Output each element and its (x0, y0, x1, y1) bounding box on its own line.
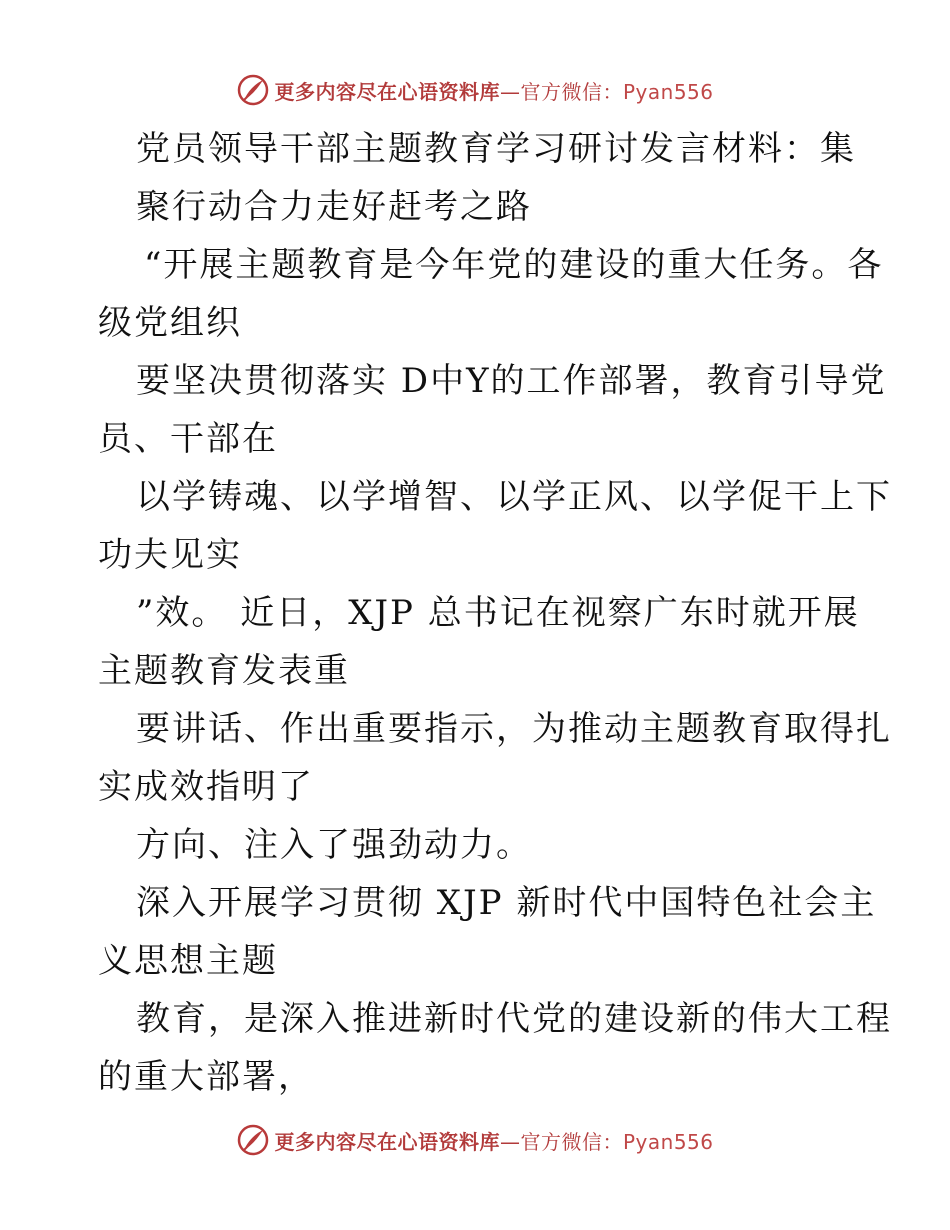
banner-site-name: 更多内容尽在心语资料库 (274, 79, 500, 104)
banner-wechat-label: 官方微信： (520, 1129, 623, 1154)
body-line: 要坚决贯彻落实 D中Y的工作部署，教育引导党 (136, 361, 887, 401)
body-line: 义思想主题 (98, 941, 278, 981)
body-line: 要讲话、作出重要指示，为推动主题教育取得扎 (136, 709, 892, 749)
document-body (98, 120, 892, 1106)
title-line-2: 聚行动合力走好赶考之路 (136, 187, 532, 227)
banner-separator: — (499, 1129, 521, 1154)
body-line: 实成效指明了 (98, 767, 314, 807)
feather-pen-logo-icon (236, 1123, 270, 1157)
header-banner (0, 70, 950, 110)
banner-text (274, 76, 713, 105)
banner-separator: — (499, 79, 521, 104)
body-line: 以学铸魂、以学增智、以学正风、以学促干上下 (136, 477, 892, 517)
banner-wechat-id: Pyan556 (622, 1129, 714, 1154)
body-line: 级党组织 (98, 303, 242, 343)
body-line: 的重大部署， (98, 1057, 314, 1097)
footer-banner (0, 1120, 950, 1160)
body-line: “开展主题教育是今年党的建设的重大任务。各 (144, 245, 884, 285)
body-line: 深入开展学习贯彻 XJP 新时代中国特色社会主 (136, 883, 877, 923)
body-line: ”效。 近日，XJP 总书记在视察广东时就开展 (136, 593, 860, 633)
body-line: 教育，是深入推进新时代党的建设新的伟大工程 (136, 999, 892, 1039)
feather-pen-logo-icon (236, 73, 270, 107)
title-line-1: 党员领导干部主题教育学习研讨发言材料：集 (136, 129, 856, 169)
banner-text (274, 1126, 713, 1155)
body-line: 方向、注入了强劲动力。 (136, 825, 532, 865)
banner-site-name: 更多内容尽在心语资料库 (274, 1129, 500, 1154)
banner-wechat-id: Pyan556 (622, 79, 714, 104)
body-line: 功夫见实 (98, 535, 242, 575)
banner-wechat-label: 官方微信： (520, 79, 623, 104)
body-line: 主题教育发表重 (98, 651, 350, 691)
body-line: 员、干部在 (98, 419, 278, 459)
